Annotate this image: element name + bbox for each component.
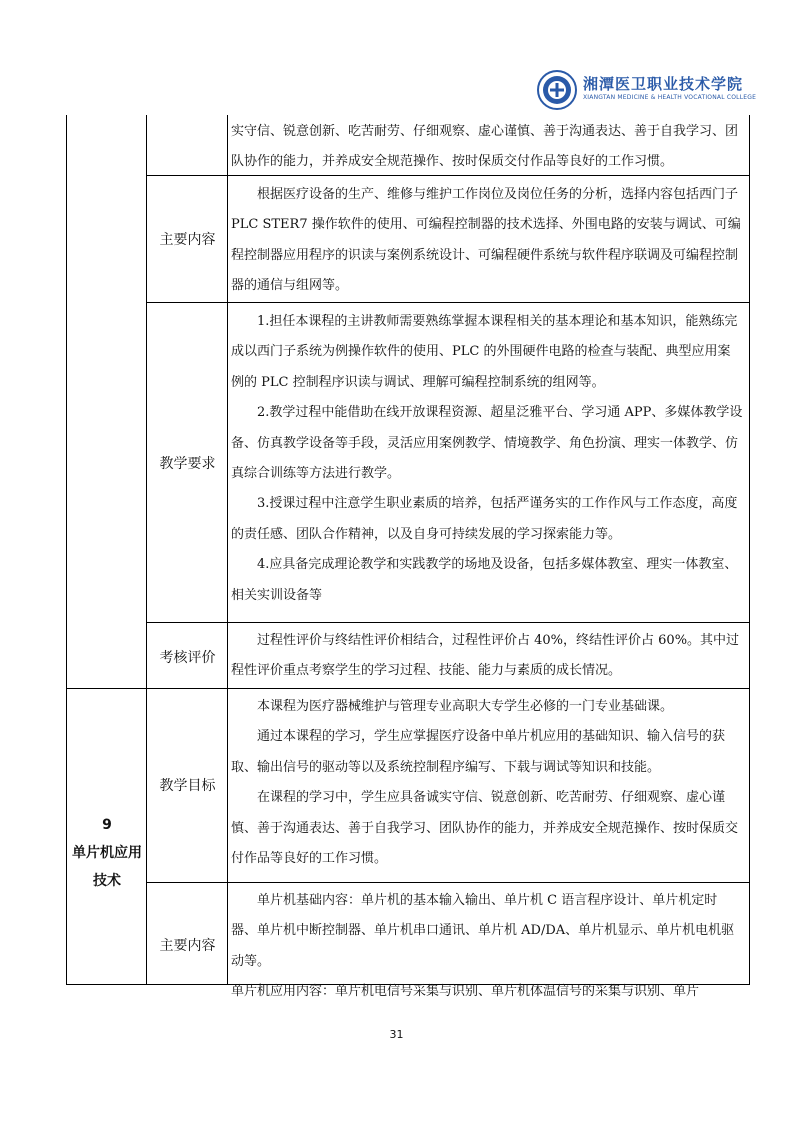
cell-content-teaching-goal [231, 692, 743, 874]
paragraph: 实守信、锐意创新、吃苦耐劳、仔细观察、虚心谨慎、善于沟通表达、善于自我学习、团队协作的能力，并养成安全规范操作、按时保质交付作品等良好的工作习惯。 [231, 124, 739, 170]
row-label-main-content-2: 主要内容 [159, 938, 216, 954]
paragraph: 过程性评价与终结性评价相结合，过程性评价占 40%，终结性评价占 60%。其中过程性评价重点考察学生的学习过程、技能、能力与素质的成长情况。 [231, 633, 740, 679]
cell-content-main-content [231, 180, 743, 302]
paragraph: 2.教学过程中能借助在线开放课程资源、超星泛雅平台、学习通 APP、多媒体教学设备、仿真教学设备等手段，灵活应用案例教学、情境教学、角色扮演、理实一体教学、仿真综合训练等方法进行教学。 [231, 405, 743, 482]
cell-content-main-content-2 [231, 886, 743, 1008]
paragraph: 本课程为医疗器械维护与管理专业高职大专学生必修的一门专业基础课。 [257, 699, 674, 714]
course-number: 9 [102, 817, 112, 833]
cell-content-assessment [231, 626, 743, 687]
paragraph: 1.担任本课程的主讲教师需要熟练掌握本课程相关的基本理论和基本知识，能熟练完成以西门子系统为例操作软件的使用、PLC 的外围硬件电路的检查与装配、典型应用案例的 PLC 控制程序识读与调试、理解可编程控制系统的组网等。 [231, 314, 738, 390]
course-name-line2: 技术 [93, 873, 121, 889]
row-label-main-content: 主要内容 [159, 232, 216, 248]
paragraph: 根据医疗设备的生产、维修与维护工作岗位及岗位任务的分析，选择内容包括西门子 PLC STER7 操作软件的使用、可编程控制器的技术选择、外围电路的安装与调试、可编程控制器应用程序的识读与案例系统设计、可编程硬件系统与软件程序联调及可编程控制器的通信与组网等。 [231, 187, 741, 294]
cell-content-continuation [231, 117, 743, 178]
paragraph: 单片机应用内容：单片机电信号采集与识别、单片机体温信号的采集与识别、单片 [231, 984, 700, 1000]
page-number: 31 [389, 1028, 404, 1041]
cell-content-teaching-requirements [231, 307, 743, 611]
college-name-english: XIANGTAN MEDICINE & HEALTH VOCATIONAL COLLEGE [583, 94, 757, 101]
row-label-teaching-goal: 教学目标 [159, 778, 216, 794]
course-divider [67, 688, 749, 689]
paragraph: 通过本课程的学习，学生应掌握医疗设备中单片机应用的基础知识、输入信号的获取、输出信号的驱动等以及系统控制程序编写、下载与调试等知识和技能。 [231, 729, 726, 775]
row-divider [147, 622, 749, 623]
paragraph: 单片机基础内容：单片机的基本输入输出、单片机 C 语言程序设计、单片机定时器、单片机中断控制器、单片机串口通讯、单片机 AD/DA、单片机显示、单片机电机驱动等。 [231, 893, 735, 969]
row-divider [147, 882, 749, 883]
paragraph: 4.应具备完成理论教学和实践教学的场地及设备，包括多媒体教室、理实一体教室、相关实训设备等 [231, 557, 738, 603]
course-name-line1: 单片机应用 [72, 845, 142, 861]
paragraph: 3.授课过程中注意学生职业素质的培养，包括严谨务实的工作作风与工作态度，高度的责任感、团队合作精神，以及自身可持续发展的学习探索能力等。 [231, 496, 738, 542]
college-logo-icon [537, 70, 577, 110]
paragraph: 在课程的学习中，学生应具备诚实守信、锐意创新、吃苦耐劳、仔细观察、虚心谨慎、善于沟通表达、善于自我学习、团队协作的能力，并养成安全规范操作、按时保质交付作品等良好的工作习惯。 [231, 790, 739, 867]
row-label-teaching-requirements: 教学要求 [159, 456, 216, 472]
college-name: 湘潭医卫职业技术学院 [583, 75, 744, 93]
row-divider [147, 302, 749, 303]
course-table [66, 115, 750, 1000]
row-label-assessment: 考核评价 [159, 650, 216, 666]
